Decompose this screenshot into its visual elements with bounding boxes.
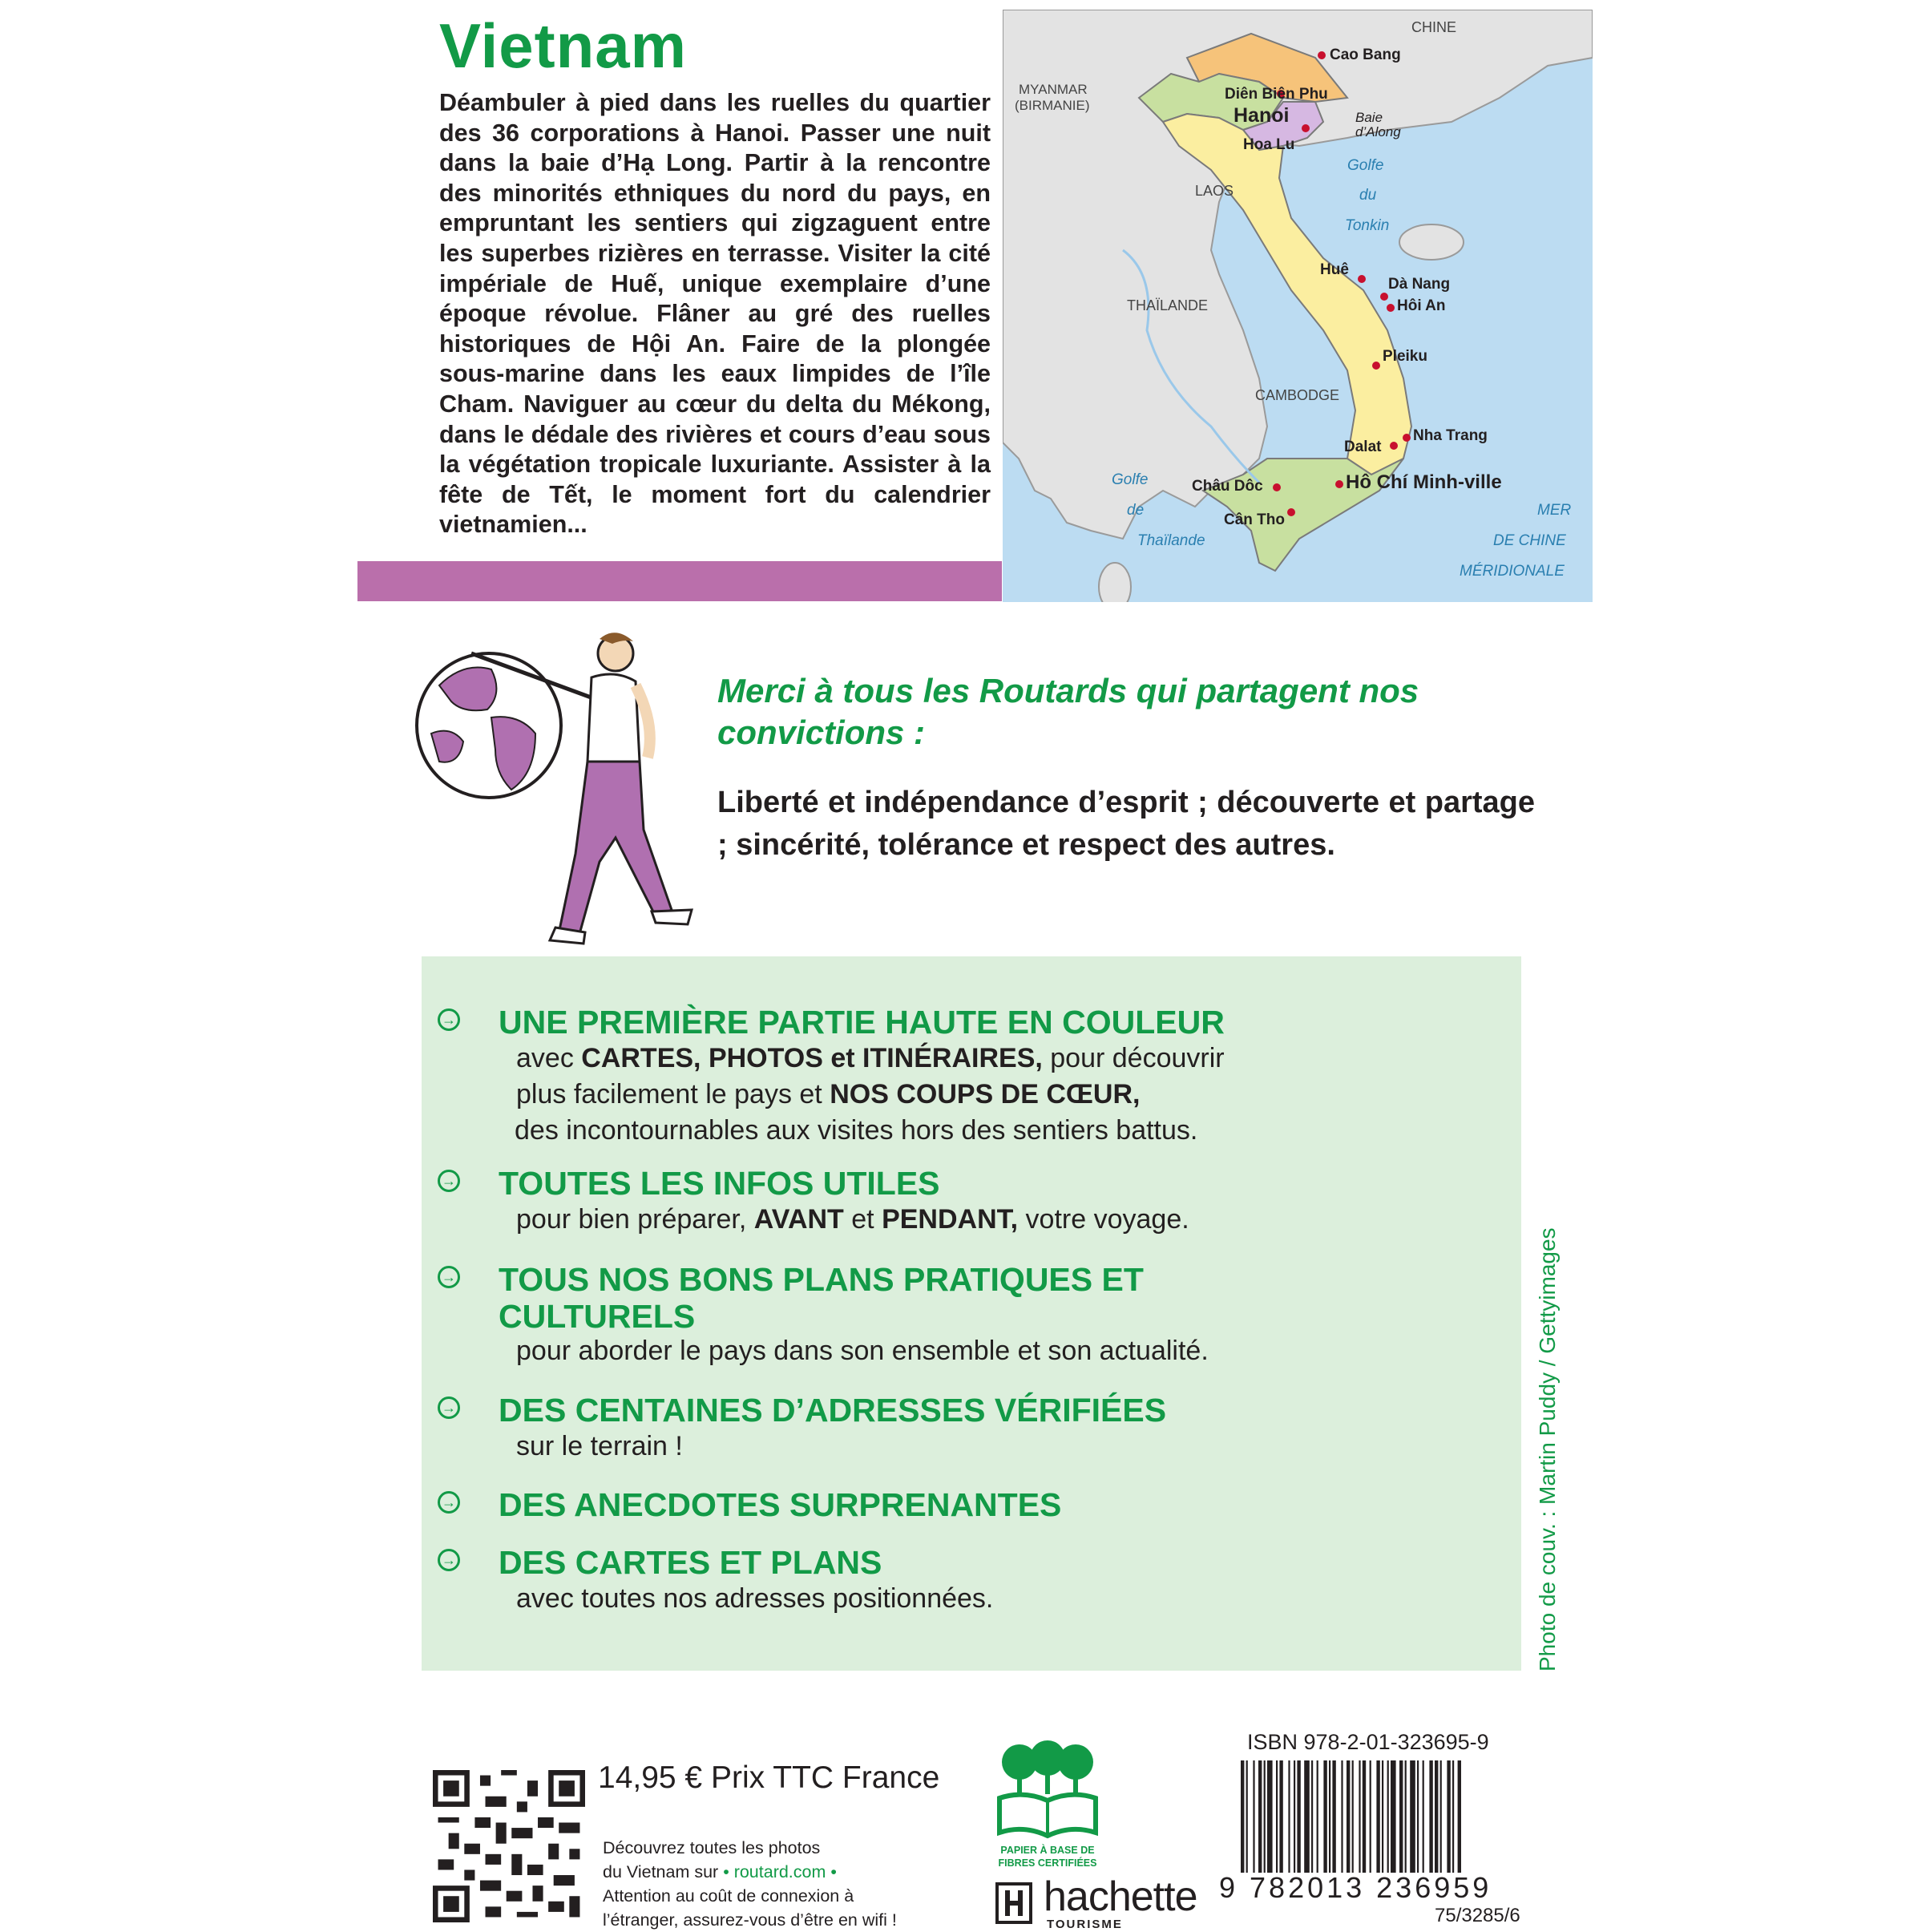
city-dot bbox=[1387, 304, 1395, 312]
barcode-bar bbox=[1311, 1760, 1313, 1873]
mascot-trousers bbox=[559, 762, 672, 934]
barcode-bar bbox=[1276, 1760, 1278, 1873]
feature-heading: TOUS NOS BONS PLANS PRATIQUES ET CULTURELS bbox=[499, 1261, 1144, 1335]
barcode-bar bbox=[1258, 1760, 1262, 1873]
barcode-bar bbox=[1370, 1760, 1371, 1873]
ean-number: 9 782013 236959 bbox=[1219, 1871, 1492, 1904]
city-dot bbox=[1390, 442, 1398, 450]
barcode-bar bbox=[1279, 1760, 1282, 1873]
barcode-bar bbox=[1458, 1760, 1461, 1873]
map-peninsula bbox=[1099, 563, 1131, 602]
barcode-bar bbox=[1323, 1760, 1326, 1873]
barcode-bar bbox=[1304, 1760, 1310, 1873]
barcode-bar bbox=[1447, 1760, 1450, 1873]
map-label-myanmar: MYANMAR bbox=[1019, 82, 1088, 97]
certified-paper-label: PAPIER À BASE DE FIBRES CERTIFIÉES bbox=[998, 1845, 1097, 1869]
barcode-bar bbox=[1317, 1760, 1318, 1873]
photos-promo: Découvrez toutes les photos du Vietnam sur • routard.com • Attention au coût de connexion à l’étranger, assurez-vous d’être en wifi ! bbox=[603, 1838, 897, 1930]
map-city-nha-trang: Nha Trang bbox=[1413, 427, 1488, 444]
barcode-bar bbox=[1423, 1760, 1424, 1873]
map-water-thai-3: Thaïlande bbox=[1137, 532, 1205, 549]
feature-body: pour aborder le pays dans son ensemble et son actualité. bbox=[516, 1336, 1209, 1366]
map-label-china: CHINE bbox=[1411, 19, 1457, 35]
map-city-hoi-an: Hôi An bbox=[1397, 297, 1446, 314]
map-water-thai-2: de bbox=[1127, 502, 1145, 519]
barcode-bar bbox=[1410, 1760, 1415, 1873]
map-label-cambodia: CAMBODGE bbox=[1255, 387, 1340, 403]
barcode-bar bbox=[1417, 1760, 1419, 1873]
publisher-name: hachette bbox=[1044, 1873, 1197, 1920]
mascot-shirt bbox=[587, 674, 640, 762]
barcode-bar bbox=[1399, 1760, 1403, 1873]
map-water-along-1: Baie bbox=[1355, 110, 1383, 125]
city-dot bbox=[1273, 483, 1281, 491]
city-dot bbox=[1372, 362, 1380, 370]
mascot-shoe bbox=[652, 910, 692, 924]
feature-heading: UNE PREMIÈRE PARTIE HAUTE EN COULEUR bbox=[499, 1004, 1225, 1041]
barcode-bar bbox=[1253, 1760, 1254, 1873]
map-city-cao-bang: Cao Bang bbox=[1330, 46, 1401, 63]
barcode-bar bbox=[1391, 1760, 1396, 1873]
certified-paper-icon bbox=[991, 1738, 1104, 1842]
map-hainan bbox=[1399, 224, 1464, 260]
arrow-circle-icon: → bbox=[438, 1491, 460, 1514]
city-dot bbox=[1380, 293, 1388, 301]
feature-body: sur le terrain ! bbox=[516, 1431, 683, 1461]
city-dot bbox=[1335, 480, 1343, 488]
hachette-logo-icon bbox=[995, 1882, 1032, 1924]
barcode-bar bbox=[1347, 1760, 1350, 1873]
map-city-hoa-lu: Hoa Lu bbox=[1243, 136, 1295, 153]
arrow-circle-icon: → bbox=[438, 1170, 460, 1192]
barcode-bar bbox=[1288, 1760, 1290, 1873]
map-city-can-tho: Cân Tho bbox=[1224, 511, 1285, 528]
map-water-sea-2: DE CHINE bbox=[1493, 532, 1566, 549]
merci-heading: Merci à tous les Routards qui partagent nos convictions : bbox=[717, 672, 1419, 751]
barcode-bar bbox=[1341, 1760, 1343, 1873]
feature-heading: DES CENTAINES D’ADRESSES VÉRIFIÉES bbox=[499, 1392, 1167, 1429]
barcode-bar bbox=[1382, 1760, 1383, 1873]
price: 14,95 € Prix TTC France bbox=[598, 1760, 940, 1795]
values-statement: Liberté et indépendance d’esprit ; découverte et partage ; sincérité, tolérance et respect des autres. bbox=[717, 786, 1535, 862]
city-dot bbox=[1358, 275, 1366, 283]
routard-mascot bbox=[415, 621, 704, 946]
barcode-bar bbox=[1294, 1760, 1295, 1873]
barcode-bar bbox=[1332, 1760, 1335, 1873]
barcode-bar bbox=[1435, 1760, 1438, 1873]
map-water-sea-1: MER bbox=[1537, 502, 1572, 519]
barcode-bar bbox=[1359, 1760, 1360, 1873]
map-water-tonkin-3: Tonkin bbox=[1345, 217, 1390, 234]
map-city-chau-doc: Châu Dôc bbox=[1192, 478, 1263, 495]
arrow-circle-icon: → bbox=[438, 1396, 460, 1419]
map-city-dien-bien-phu: Diên Biên Phu bbox=[1225, 86, 1328, 103]
feature-heading: DES CARTES ET PLANS bbox=[499, 1544, 882, 1581]
barcode-bar bbox=[1429, 1760, 1432, 1873]
photo-credit: Photo de couv. : Martin Puddy / Gettyimages bbox=[1535, 1227, 1560, 1671]
barcode bbox=[1241, 1760, 1497, 1873]
city-dot bbox=[1403, 434, 1411, 442]
map-city-dalat: Dalat bbox=[1344, 439, 1382, 455]
map-city-hue: Huê bbox=[1320, 261, 1349, 278]
guide-title: Vietnam bbox=[439, 10, 688, 81]
barcode-bar bbox=[1452, 1760, 1454, 1873]
city-dot bbox=[1287, 508, 1295, 516]
vietnam-map bbox=[1003, 10, 1593, 602]
feature-body: pour bien préparer, AVANT et PENDANT, votre voyage. bbox=[516, 1204, 1189, 1235]
map-city-hcm: Hô Chí Minh-ville bbox=[1346, 471, 1502, 493]
barcode-bar bbox=[1264, 1760, 1266, 1873]
barcode-bar bbox=[1376, 1760, 1379, 1873]
arrow-circle-icon: → bbox=[438, 1549, 460, 1571]
map-label-laos: LAOS bbox=[1195, 183, 1234, 199]
barcode-bar bbox=[1329, 1760, 1330, 1873]
map-water-tonkin-1: Golfe bbox=[1347, 157, 1384, 174]
feature-body: avec CARTES, PHOTOS et ITINÉRAIRES, pour découvrir plus facilement le pays et NOS COUPS DE CŒUR, des incontournables aux visites hors des sentiers battus. bbox=[515, 1043, 1225, 1146]
map-label-thailand: THAÏLANDE bbox=[1127, 297, 1209, 313]
routard-link[interactable]: • routard.com • bbox=[723, 1862, 837, 1881]
city-dot bbox=[1302, 124, 1310, 132]
arrow-circle-icon: → bbox=[438, 1008, 460, 1031]
feature-heading: TOUTES LES INFOS UTILES bbox=[499, 1165, 940, 1202]
map-water-thai-1: Golfe bbox=[1112, 471, 1149, 488]
map-city-hanoi: Hanoi bbox=[1234, 104, 1290, 127]
barcode-bar bbox=[1387, 1760, 1389, 1873]
city-dot bbox=[1318, 51, 1326, 59]
map-label-myanmar-alt: (BIRMANIE) bbox=[1015, 98, 1090, 113]
arrow-circle-icon: → bbox=[438, 1266, 460, 1288]
barcode-bar bbox=[1267, 1760, 1273, 1873]
barcode-bar bbox=[1405, 1760, 1407, 1873]
barcode-bar bbox=[1363, 1760, 1366, 1873]
reference-code: 75/3285/6 bbox=[1435, 1905, 1520, 1926]
barcode-bar bbox=[1440, 1760, 1442, 1873]
map-water-tonkin-2: du bbox=[1359, 187, 1377, 204]
barcode-bar bbox=[1246, 1760, 1248, 1873]
map-city-pleiku: Pleiku bbox=[1383, 348, 1427, 365]
qr-code[interactable] bbox=[433, 1770, 585, 1922]
feature-heading: DES ANECDOTES SURPRENANTES bbox=[499, 1486, 1062, 1523]
map-water-sea-3: MÉRIDIONALE bbox=[1460, 563, 1565, 580]
map-water-along-2: d’Along bbox=[1355, 124, 1401, 139]
intro-paragraph: Déambuler à pied dans les ruelles du quartier des 36 corporations à Hanoi. Passer une nuit dans la baie d’Hạ Long. Partir à la rencontre des minorités ethniques du nord du pays, en empruntant les sentiers qui zigzaguent entre les superbes rizières en terrasse. Visiter la cité impériale de Huế, unique exemplaire d’une époque révolue. Flâner au gré des ruelles historiques de Hội An. Faire de la plongée sous-marine dans les eaux limpides de l’île Cham. Naviguer au cœur du delta du Mékong, dans le dédale des rivières et cours d’eau sous la végétation tropicale luxuriante. Assister à la fête de Tết, le moment fort du calendrier vietnamien... bbox=[439, 89, 991, 539]
publisher-sub: TOURISME bbox=[1047, 1918, 1123, 1931]
feature-body: avec toutes nos adresses positionnées. bbox=[516, 1583, 994, 1614]
barcode-bar bbox=[1352, 1760, 1354, 1873]
map-city-da-nang: Dà Nang bbox=[1388, 276, 1451, 293]
barcode-bar bbox=[1297, 1760, 1300, 1873]
barcode-bar bbox=[1241, 1760, 1244, 1873]
isbn: ISBN 978-2-01-323695-9 bbox=[1247, 1730, 1489, 1754]
purple-band bbox=[357, 561, 1002, 601]
